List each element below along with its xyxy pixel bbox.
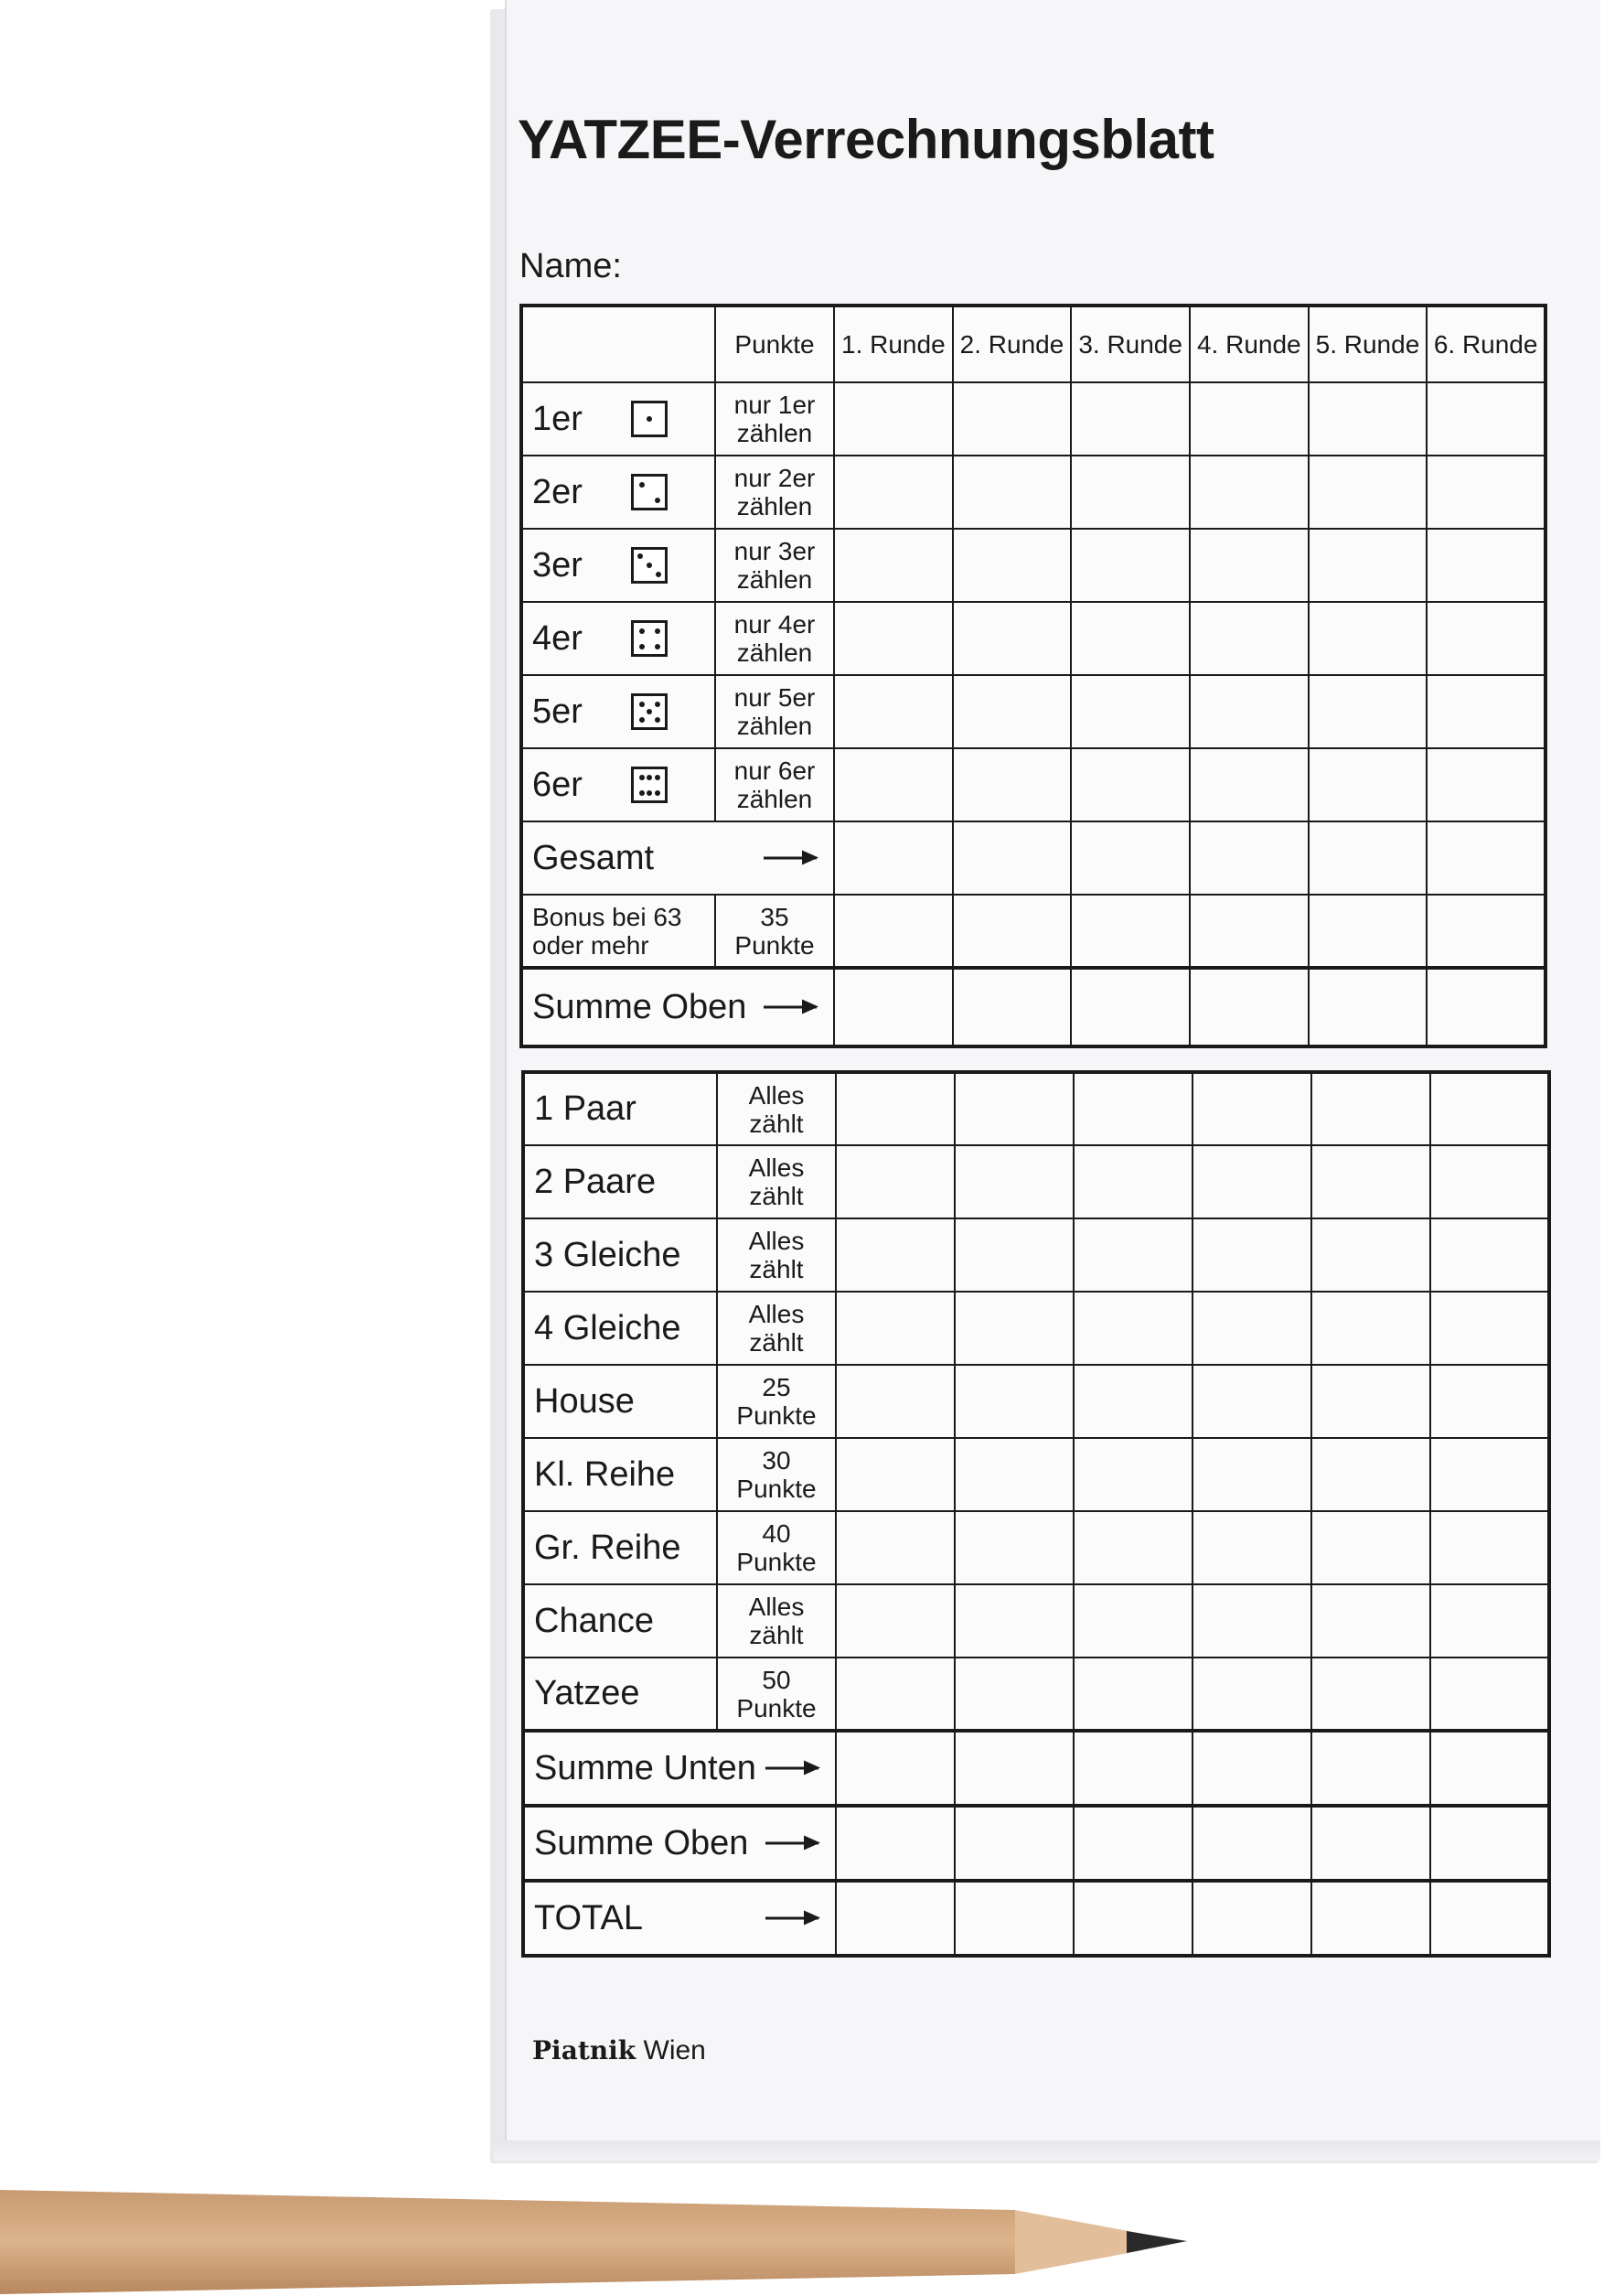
lower-1-round-4-cell[interactable]	[1193, 1072, 1311, 1145]
gesamt-round-2-cell[interactable]	[953, 821, 1072, 895]
summe-oben-label	[521, 968, 834, 1046]
row-label-text: Yatzee	[534, 1674, 640, 1712]
lower-5-round-1-cell[interactable]	[836, 1365, 955, 1438]
lower-7-round-4-cell[interactable]	[1193, 1511, 1311, 1584]
row-total-3	[523, 1881, 1549, 1956]
lower-3-round-6-cell[interactable]	[1430, 1218, 1549, 1292]
points-line-2: Punkte	[736, 1693, 817, 1722]
row-points	[717, 1365, 836, 1438]
points-line-1: nur 1er	[733, 391, 816, 419]
row-points	[715, 748, 834, 821]
total-3-round-6-cell[interactable]	[1430, 1881, 1549, 1956]
row-1er-round-5-cell[interactable]	[1309, 382, 1428, 456]
points-line-2: zählen	[736, 492, 813, 520]
bonus-points	[715, 895, 834, 968]
bonus-round-5-cell[interactable]	[1309, 895, 1428, 968]
arrow-right-icon	[765, 1767, 818, 1770]
brand-imprint	[532, 2035, 706, 2066]
row-5er-round-2-cell[interactable]	[953, 675, 1072, 748]
header-blank	[521, 306, 715, 382]
lower-1-round-2-cell[interactable]	[955, 1072, 1074, 1145]
header-round-3: 3. Runde	[1071, 306, 1190, 382]
arrow-right-icon	[764, 1006, 817, 1009]
bonus-round-2-cell[interactable]	[953, 895, 1072, 968]
row-2er-round-5-cell[interactable]	[1309, 456, 1428, 529]
total-1-round-3-cell[interactable]	[1074, 1731, 1193, 1806]
row-5er-round-6-cell[interactable]	[1427, 675, 1545, 748]
row-label	[523, 1658, 717, 1731]
pencil-lead	[1127, 2231, 1187, 2253]
row-label-text: 4 Gleiche	[534, 1308, 681, 1347]
lower-7-round-2-cell[interactable]	[955, 1511, 1074, 1584]
pencil-cone	[1015, 2210, 1143, 2274]
lower-8-round-4-cell[interactable]	[1193, 1584, 1311, 1658]
row-5er-round-5-cell[interactable]	[1309, 675, 1428, 748]
total-3-round-5-cell[interactable]	[1311, 1881, 1430, 1956]
pad-edge	[494, 2140, 1600, 2161]
lower-7-round-5-cell[interactable]	[1311, 1511, 1430, 1584]
summe-oben-round-5-cell[interactable]	[1309, 968, 1428, 1046]
die-6-icon	[631, 767, 668, 803]
row-label	[521, 382, 715, 456]
lower-9-round-5-cell[interactable]	[1311, 1658, 1430, 1731]
points-line-1: Alles	[748, 1080, 805, 1110]
points-line-2: zählt	[749, 1621, 804, 1649]
bonus-round-3-cell[interactable]	[1071, 895, 1190, 968]
row-label-text: 3er	[532, 545, 583, 585]
row-label-text: 2 Paare	[534, 1162, 657, 1201]
row-5er	[521, 675, 1545, 748]
points-line-2: zählen	[736, 565, 813, 594]
row-5er-round-4-cell[interactable]	[1190, 675, 1309, 748]
header-points: Punkte	[715, 306, 834, 382]
lower-1-round-6-cell[interactable]	[1430, 1072, 1549, 1145]
bonus-line-1: Bonus bei 63	[532, 902, 682, 931]
row-2-paare	[523, 1145, 1549, 1218]
upper-score-table	[519, 304, 1547, 1048]
points-line-1: Alles	[748, 1300, 805, 1328]
gesamt-round-5-cell[interactable]	[1309, 821, 1428, 895]
total-label-text: Summe Oben	[534, 1823, 749, 1862]
row-kl-reihe	[523, 1438, 1549, 1511]
row-points	[715, 382, 834, 456]
points-line-1: 40	[762, 1519, 791, 1548]
points-line-2: zählt	[749, 1182, 804, 1210]
lower-8-round-5-cell[interactable]	[1311, 1584, 1430, 1658]
row-label-text: 5er	[532, 692, 583, 731]
row-3er-round-4-cell[interactable]	[1190, 529, 1309, 602]
header-round-5: 5. Runde	[1309, 306, 1428, 382]
row-3er-round-3-cell[interactable]	[1071, 529, 1190, 602]
points-line-2: zählt	[749, 1109, 804, 1138]
row-label	[521, 529, 715, 602]
total-1-round-2-cell[interactable]	[955, 1731, 1074, 1806]
points-line-2: Punkte	[736, 1475, 817, 1503]
total-2-round-1-cell[interactable]	[836, 1806, 955, 1881]
row-4er	[521, 602, 1545, 675]
header-round-2: 2. Runde	[953, 306, 1072, 382]
row-points	[717, 1438, 836, 1511]
row-3-gleiche	[523, 1218, 1549, 1292]
gesamt-round-4-cell[interactable]	[1190, 821, 1309, 895]
row-bonus	[521, 895, 1545, 968]
lower-2-round-1-cell[interactable]	[836, 1145, 955, 1218]
row-label	[523, 1292, 717, 1365]
points-line-2: zählt	[749, 1255, 804, 1283]
total-3-round-4-cell[interactable]	[1193, 1881, 1311, 1956]
points-line-1: nur 3er	[733, 537, 816, 565]
lower-6-round-6-cell[interactable]	[1430, 1438, 1549, 1511]
bonus-round-6-cell[interactable]	[1427, 895, 1545, 968]
bonus-points-line-1: 35	[760, 902, 789, 931]
die-5-icon	[631, 693, 668, 730]
lower-7-round-3-cell[interactable]	[1074, 1511, 1193, 1584]
row-label-text: Gr. Reihe	[534, 1528, 681, 1567]
lower-1-round-5-cell[interactable]	[1311, 1072, 1430, 1145]
row-points	[717, 1658, 836, 1731]
total-1-round-6-cell[interactable]	[1430, 1731, 1549, 1806]
lower-3-round-2-cell[interactable]	[955, 1218, 1074, 1292]
brand-city: Wien	[643, 2035, 706, 2065]
row-label	[523, 1218, 717, 1292]
row-points	[717, 1072, 836, 1145]
row-points	[717, 1584, 836, 1658]
points-line-2: zählen	[736, 419, 813, 447]
row-points	[717, 1145, 836, 1218]
row-4er-round-1-cell[interactable]	[834, 602, 953, 675]
lower-4-round-4-cell[interactable]	[1193, 1292, 1311, 1365]
row-yatzee	[523, 1658, 1549, 1731]
gesamt-round-3-cell[interactable]	[1071, 821, 1190, 895]
total-1-round-1-cell[interactable]	[836, 1731, 955, 1806]
row-6er-round-1-cell[interactable]	[834, 748, 953, 821]
points-line-1: 25	[762, 1373, 791, 1401]
row-3er-round-1-cell[interactable]	[834, 529, 953, 602]
lower-4-round-1-cell[interactable]	[836, 1292, 955, 1365]
points-line-1: Alles	[748, 1593, 805, 1621]
header-round-1: 1. Runde	[834, 306, 953, 382]
lower-7-round-1-cell[interactable]	[836, 1511, 955, 1584]
total-2-round-2-cell[interactable]	[955, 1806, 1074, 1881]
lower-9-round-4-cell[interactable]	[1193, 1658, 1311, 1731]
lower-2-round-5-cell[interactable]	[1311, 1145, 1430, 1218]
row-house	[523, 1365, 1549, 1438]
row-6er-round-4-cell[interactable]	[1190, 748, 1309, 821]
row-label	[523, 1145, 717, 1218]
row-label	[523, 1072, 717, 1145]
lower-2-round-3-cell[interactable]	[1074, 1145, 1193, 1218]
points-line-1: nur 5er	[733, 683, 816, 712]
lower-8-round-2-cell[interactable]	[955, 1584, 1074, 1658]
points-line-2: zählen	[736, 785, 813, 813]
total-2-round-4-cell[interactable]	[1193, 1806, 1311, 1881]
total-2-round-6-cell[interactable]	[1430, 1806, 1549, 1881]
row-1er	[521, 382, 1545, 456]
row-label-text: 4er	[532, 618, 583, 658]
row-2er	[521, 456, 1545, 529]
total-label-text: Summe Unten	[534, 1748, 756, 1787]
lower-8-round-6-cell[interactable]	[1430, 1584, 1549, 1658]
row-chance	[523, 1584, 1549, 1658]
row-3er	[521, 529, 1545, 602]
row-label-text: Kl. Reihe	[534, 1454, 676, 1494]
lower-4-round-5-cell[interactable]	[1311, 1292, 1430, 1365]
row-1-paar	[523, 1072, 1549, 1145]
lower-5-round-6-cell[interactable]	[1430, 1365, 1549, 1438]
row-label-text: House	[534, 1381, 635, 1421]
row-points	[715, 602, 834, 675]
row-6er	[521, 748, 1545, 821]
bonus-label	[521, 895, 715, 968]
lower-9-round-6-cell[interactable]	[1430, 1658, 1549, 1731]
row-gr-reihe	[523, 1511, 1549, 1584]
header-round-6: 6. Runde	[1427, 306, 1545, 382]
row-label	[521, 602, 715, 675]
row-points	[715, 456, 834, 529]
row-1er-round-4-cell[interactable]	[1190, 382, 1309, 456]
bonus-round-1-cell[interactable]	[834, 895, 953, 968]
row-5er-round-3-cell[interactable]	[1071, 675, 1190, 748]
lower-6-round-2-cell[interactable]	[955, 1438, 1074, 1511]
lower-3-round-1-cell[interactable]	[836, 1218, 955, 1292]
row-6er-round-6-cell[interactable]	[1427, 748, 1545, 821]
die-1-icon	[631, 401, 668, 437]
total-label	[523, 1731, 836, 1806]
row-3er-round-6-cell[interactable]	[1427, 529, 1545, 602]
total-label-text: TOTAL	[534, 1898, 643, 1937]
lower-6-round-1-cell[interactable]	[836, 1438, 955, 1511]
row-points	[717, 1292, 836, 1365]
points-line-2: zählen	[736, 712, 813, 740]
bonus-points-line-2: Punkte	[734, 930, 815, 960]
summe-oben-text: Summe Oben	[532, 987, 747, 1026]
lower-8-round-3-cell[interactable]	[1074, 1584, 1193, 1658]
lower-2-round-6-cell[interactable]	[1430, 1145, 1549, 1218]
row-label-text: 1 Paar	[534, 1089, 636, 1128]
row-4er-round-3-cell[interactable]	[1071, 602, 1190, 675]
lower-8-round-1-cell[interactable]	[836, 1584, 955, 1658]
die-4-icon	[631, 620, 668, 657]
lower-3-round-3-cell[interactable]	[1074, 1218, 1193, 1292]
row-4-gleiche	[523, 1292, 1549, 1365]
lower-2-round-4-cell[interactable]	[1193, 1145, 1311, 1218]
pencil-body	[0, 2190, 1015, 2294]
bonus-round-4-cell[interactable]	[1190, 895, 1309, 968]
row-6er-round-3-cell[interactable]	[1071, 748, 1190, 821]
points-line-1: nur 2er	[733, 464, 816, 492]
summe-oben-round-1-cell[interactable]	[834, 968, 953, 1046]
row-label	[523, 1438, 717, 1511]
row-label	[521, 456, 715, 529]
row-1er-round-6-cell[interactable]	[1427, 382, 1545, 456]
arrow-right-icon	[765, 1842, 818, 1845]
lower-6-round-5-cell[interactable]	[1311, 1438, 1430, 1511]
row-2er-round-1-cell[interactable]	[834, 456, 953, 529]
row-4er-round-6-cell[interactable]	[1427, 602, 1545, 675]
row-label-text: 3 Gleiche	[534, 1235, 681, 1274]
row-6er-round-5-cell[interactable]	[1309, 748, 1428, 821]
row-4er-round-2-cell[interactable]	[953, 602, 1072, 675]
gesamt-round-1-cell[interactable]	[834, 821, 953, 895]
row-4er-round-5-cell[interactable]	[1309, 602, 1428, 675]
row-6er-round-2-cell[interactable]	[953, 748, 1072, 821]
points-line-1: 50	[762, 1665, 791, 1694]
lower-6-round-4-cell[interactable]	[1193, 1438, 1311, 1511]
total-1-round-5-cell[interactable]	[1311, 1731, 1430, 1806]
row-label	[523, 1365, 717, 1438]
lower-1-round-1-cell[interactable]	[836, 1072, 955, 1145]
row-2er-round-2-cell[interactable]	[953, 456, 1072, 529]
lower-5-round-5-cell[interactable]	[1311, 1365, 1430, 1438]
summe-oben-round-6-cell[interactable]	[1427, 968, 1545, 1046]
row-label-text: 1er	[532, 399, 583, 438]
lower-9-round-1-cell[interactable]	[836, 1658, 955, 1731]
points-line-2: Punkte	[736, 1401, 817, 1430]
total-1-round-4-cell[interactable]	[1193, 1731, 1311, 1806]
total-label	[523, 1806, 836, 1881]
row-label	[523, 1511, 717, 1584]
row-5er-round-1-cell[interactable]	[834, 675, 953, 748]
points-line-1: nur 4er	[733, 610, 816, 638]
lower-5-round-4-cell[interactable]	[1193, 1365, 1311, 1438]
lower-1-round-3-cell[interactable]	[1074, 1072, 1193, 1145]
row-3er-round-5-cell[interactable]	[1309, 529, 1428, 602]
row-label-text: Chance	[534, 1601, 654, 1640]
lower-9-round-2-cell[interactable]	[955, 1658, 1074, 1731]
name-label: Name:	[519, 247, 622, 285]
row-points	[715, 675, 834, 748]
row-2er-round-4-cell[interactable]	[1190, 456, 1309, 529]
gesamt-label	[521, 821, 834, 895]
row-summe-oben	[521, 968, 1545, 1046]
lower-7-round-6-cell[interactable]	[1430, 1511, 1549, 1584]
row-1er-round-3-cell[interactable]	[1071, 382, 1190, 456]
lower-4-round-2-cell[interactable]	[955, 1292, 1074, 1365]
lower-2-round-2-cell[interactable]	[955, 1145, 1074, 1218]
gesamt-round-6-cell[interactable]	[1427, 821, 1545, 895]
row-label	[521, 748, 715, 821]
row-total-1	[523, 1731, 1549, 1806]
points-line-2: zählen	[736, 638, 813, 667]
lower-4-round-6-cell[interactable]	[1430, 1292, 1549, 1365]
row-points	[717, 1511, 836, 1584]
bonus-line-2: oder mehr	[532, 930, 649, 960]
lower-3-round-4-cell[interactable]	[1193, 1218, 1311, 1292]
header-round-4: 4. Runde	[1190, 306, 1309, 382]
die-3-icon	[631, 547, 668, 584]
row-label	[521, 675, 715, 748]
row-gesamt	[521, 821, 1545, 895]
points-line-1: Alles	[748, 1227, 805, 1255]
lower-3-round-5-cell[interactable]	[1311, 1218, 1430, 1292]
row-total-2	[523, 1806, 1549, 1881]
points-line-1: nur 6er	[733, 756, 816, 785]
row-points	[717, 1218, 836, 1292]
pencil-image	[0, 2186, 1189, 2296]
row-2er-round-3-cell[interactable]	[1071, 456, 1190, 529]
row-label	[523, 1584, 717, 1658]
row-1er-round-2-cell[interactable]	[953, 382, 1072, 456]
lower-9-round-3-cell[interactable]	[1074, 1658, 1193, 1731]
lower-4-round-3-cell[interactable]	[1074, 1292, 1193, 1365]
arrow-right-icon	[764, 857, 817, 860]
summe-oben-round-3-cell[interactable]	[1071, 968, 1190, 1046]
summe-oben-round-2-cell[interactable]	[953, 968, 1072, 1046]
row-4er-round-4-cell[interactable]	[1190, 602, 1309, 675]
sheet-title: YATZEE-Verrechnungsblatt	[518, 109, 1214, 170]
points-line-1: 30	[762, 1446, 791, 1475]
total-2-round-5-cell[interactable]	[1311, 1806, 1430, 1881]
lower-5-round-2-cell[interactable]	[955, 1365, 1074, 1438]
total-label	[523, 1881, 836, 1956]
lower-score-table	[521, 1070, 1551, 1958]
total-2-round-3-cell[interactable]	[1074, 1806, 1193, 1881]
total-3-round-2-cell[interactable]	[955, 1881, 1074, 1956]
header-row	[521, 306, 1545, 382]
die-2-icon	[631, 474, 668, 510]
lower-5-round-3-cell[interactable]	[1074, 1365, 1193, 1438]
total-3-round-3-cell[interactable]	[1074, 1881, 1193, 1956]
row-2er-round-6-cell[interactable]	[1427, 456, 1545, 529]
row-label-text: 2er	[532, 472, 583, 511]
gesamt-text: Gesamt	[532, 838, 655, 877]
arrow-right-icon	[765, 1917, 818, 1920]
points-line-2: Punkte	[736, 1548, 817, 1576]
row-3er-round-2-cell[interactable]	[953, 529, 1072, 602]
brand-name: Piatnik	[532, 2035, 636, 2065]
summe-oben-round-4-cell[interactable]	[1190, 968, 1309, 1046]
row-label-text: 6er	[532, 765, 583, 804]
lower-6-round-3-cell[interactable]	[1074, 1438, 1193, 1511]
row-points	[715, 529, 834, 602]
points-line-2: zählt	[749, 1328, 804, 1357]
total-3-round-1-cell[interactable]	[836, 1881, 955, 1956]
row-1er-round-1-cell[interactable]	[834, 382, 953, 456]
points-line-1: Alles	[748, 1153, 805, 1182]
